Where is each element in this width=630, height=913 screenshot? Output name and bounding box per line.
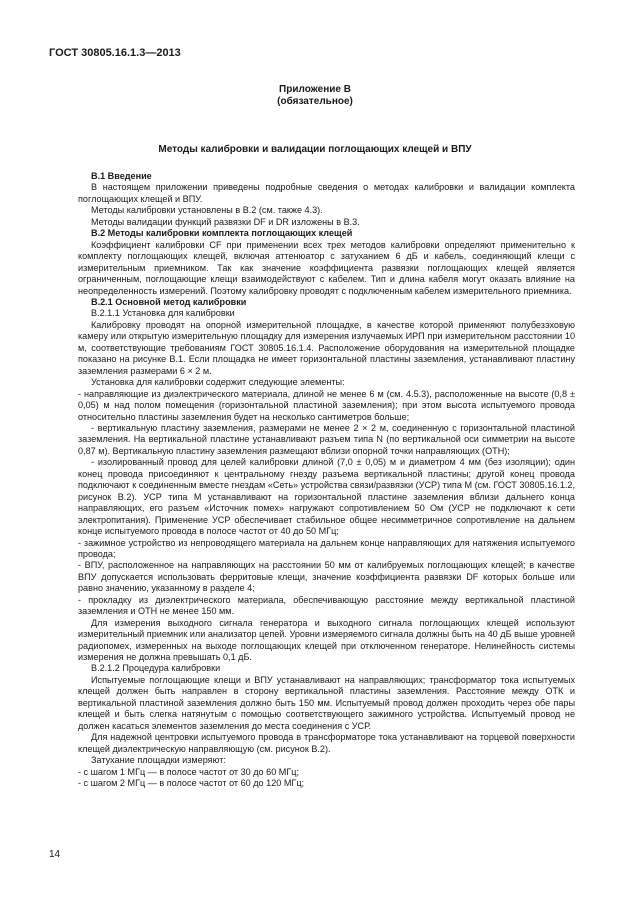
paragraph: Методы валидации функций развязки DF и DR изложены в В.3. [91, 216, 360, 227]
annex-title: Методы калибровки и валидации поглощающих клещей и ВПУ [158, 144, 472, 155]
document-header: ГОСТ 30805.16.1.3—2013 [49, 47, 181, 59]
list-item: - вертикальную пластину заземления, размерами не менее 2 × 2 м, соединенную с горизонтальной пластиной заземления. На вертикальной пластине устанавливают разъем типа N (по вертикальной оси симметрии на высоте 0,87 м). Вертикальную пластину заземления размещают вблизи опорной точки направляющих (ОТН); [78, 422, 575, 456]
list-item: - направляющие из диэлектрического материала, длиной не менее 6 м (см. 4.5.3), расположенные на высоте (0,8 ± 0,05) м над полом помещения (горизонтальной пластиной заземления); при этом высота испытуемого провода относительно пластины заземления будет на несколько сантиметров больше; [78, 388, 575, 422]
paragraph: Установка для калибровки содержит следующие элементы: [91, 377, 345, 388]
subsection-heading: В.2.1.2 Процедура калибровки [91, 663, 221, 674]
list-item: - с шагом 2 МГц — в полосе частот от 60 до 120 МГц; [78, 778, 305, 789]
list-item: - ВПУ, расположенное на направляющих на расстоянии 50 мм от калибруемых поглощающих клещей; в качестве ВПУ допускается использовать ферритовые клещи, значение коэффициента развязки DF которых больше или равно значению, указанному в разделе 4; [78, 560, 575, 594]
paragraph: Методы калибровки установлены в В.2 (см. также 4.3). [91, 205, 323, 216]
paragraph: Калибровку проводят на опорной измерительной площадке, в качестве которой применяют полубезэховую камеру или открытую измерительную площадку для измерения излучаемых ИРП при измерительном расстоянии 10 м, соответствующие требованиям ГОСТ 30805.16.1.4. Расположение оборудования на измерительной площадке показано на рисунке В.1. Если площадка не имеет горизонтальной пластины заземления, устанавливают пластину заземления размерами 6 × 2 м. [78, 319, 575, 376]
list-item: - прокладку из диэлектрического материала, обеспечивающую расстояние между вертикальной пластиной заземления и ОТН не менее 150 мм. [78, 594, 575, 617]
paragraph: Затухание площадки измеряют: [91, 755, 226, 766]
subsection-heading: В.2.1 Основной метод калибровки [91, 296, 247, 307]
paragraph: Испытуемые поглощающие клещи и ВПУ устанавливают на направляющих; трансформатор тока испытуемых клещей должен быть направлен в сторону вертикальной пластины заземления. Расстояние между ОТК и вертикальной пластиной заземления должно быть 150 мм. Испытуемый провод должен проходить через обе пары клещей и быть слегка натянутым с помощью соответствующего зажимного устройства. Испытуемый провод не должен касаться элементов заземления до места соединения с УСР. [78, 674, 575, 731]
subsection-heading: В.2.1.1 Установка для калибровки [91, 308, 235, 319]
annex-status: (обязательное) [277, 96, 353, 107]
list-item: - изолированный провод для целей калибровки длиной (7,0 ± 0,05) м и диаметром 4 мм (без изоляции); один конец провода присоединяют к центральному гнезду разъема вертикальной пластины; другой конец провода подключают к соединенным вместе гнездам «Сеть» устройства связи/развязки (УСР) типа М (см. ГОСТ 30805.16.1.2, рисунок В.2). УСР типа М устанавливают на горизонтальной пластине заземления вблизи дальнего конца направляющих, его разъем «Источник помех» нагружают сопротивлением 50 Ом (УСР не подключают к сети электропитания). Применение УСР обеспечивает стабильное общее несимметричное сопротивление на дальнем конце испытуемого провода в полосе частот от 40 до 50 МГц; [78, 457, 575, 537]
paragraph: Для надежной центровки испытуемого провода в трансформаторе тока устанавливают на торцевой поверхности клещей диэлектрическую направляющую (см. рисунок В.2). [78, 732, 575, 754]
list-item: - с шагом 1 МГц — в полосе частот от 30 до 60 МГц; [78, 766, 300, 777]
document-body [78, 171, 575, 789]
paragraph: В настоящем приложении приведены подробные сведения о методах калибровки и валидации комплекта поглощающих клещей и ВПУ. [78, 182, 575, 204]
annex-label: Приложение В [279, 84, 351, 95]
section-heading: В.1 Введение [91, 171, 152, 181]
paragraph: Для измерения выходного сигнала генератора и выходного сигнала поглощающих клещей используют измерительный приемник или анализатор цепей. Уровни измеряемого сигнала должны быть на 40 дБ выше уровней радиопомех, измеренных на выходе поглощающих клещей при отключенном генераторе. Нелинейность системы измерения не должна превышать 0,1 дБ. [78, 617, 575, 663]
list-item: - зажимное устройство из непроводящего материала на дальнем конце направляющих для натяжения испытуемого провода; [78, 537, 575, 559]
paragraph: Коэффициент калибровки CF при применении всех трех методов калибровки определяют применительно к комплекту поглощающих клещей, включая аттенюатор с затуханием 6 дБ и кабель, соединяющий клещи с измерительным приемником. Так как значение коэффициента развязки поглощающих клещей является ограниченным, поглощающие клещи взаимодействуют с кабелем. Тип и длина кабеля могут оказать влияние на неопределенность измерений. Поэтому калибровку проводят с подключенным кабелем измерительного приемника. [78, 239, 575, 296]
section-heading: В.2 Методы калибровки комплекта поглощающих клещей [91, 228, 353, 239]
page-number: 14 [49, 849, 61, 860]
annex-heading [0, 84, 630, 108]
